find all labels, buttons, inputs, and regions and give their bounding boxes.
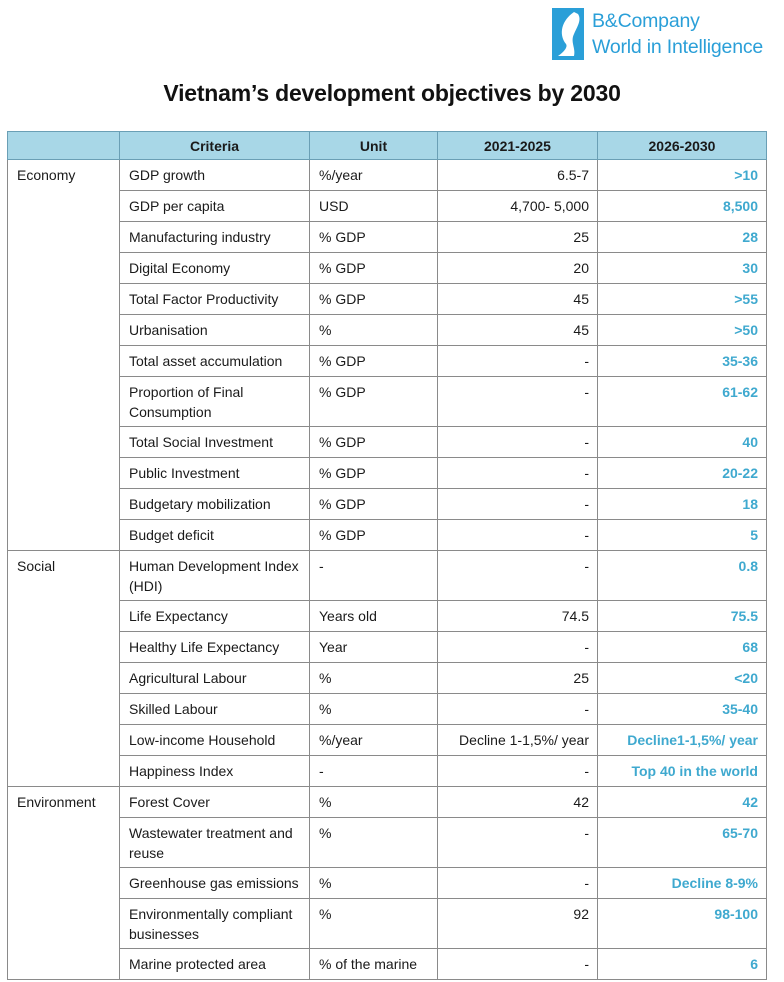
group-label: Environment: [8, 787, 120, 980]
target-2026-2030-cell: <20: [598, 663, 767, 694]
target-2026-2030-cell: Decline 8-9%: [598, 868, 767, 899]
criteria-cell: Agricultural Labour: [120, 663, 310, 694]
table-row: [8, 601, 767, 632]
unit-cell: USD: [310, 191, 438, 222]
criteria-cell: Healthy Life Expectancy: [120, 632, 310, 663]
group-label: Economy: [8, 160, 120, 551]
value-2021-2025-cell: 4,700- 5,000: [438, 191, 598, 222]
table-row: [8, 427, 767, 458]
unit-cell: -: [310, 756, 438, 787]
table-row: [8, 868, 767, 899]
target-2026-2030-cell: 75.5: [598, 601, 767, 632]
target-2026-2030-cell: 5: [598, 520, 767, 551]
value-2021-2025-cell: 20: [438, 253, 598, 284]
criteria-cell: Wastewater treatment and reuse: [120, 818, 310, 868]
table-row: [8, 551, 767, 601]
criteria-cell: Greenhouse gas emissions: [120, 868, 310, 899]
table-row: [8, 520, 767, 551]
criteria-cell: Budget deficit: [120, 520, 310, 551]
unit-cell: Years old: [310, 601, 438, 632]
target-2026-2030-cell: 30: [598, 253, 767, 284]
table-row: [8, 377, 767, 427]
logo-line-1: B&Company: [592, 10, 700, 32]
target-2026-2030-cell: >55: [598, 284, 767, 315]
value-2021-2025-cell: -: [438, 694, 598, 725]
value-2021-2025-cell: -: [438, 818, 598, 868]
value-2021-2025-cell: 6.5-7: [438, 160, 598, 191]
value-2021-2025-cell: 42: [438, 787, 598, 818]
logo-line-2: World in Intelligence: [592, 36, 764, 58]
target-2026-2030-cell: 35-36: [598, 346, 767, 377]
target-2026-2030-cell: 98-100: [598, 899, 767, 949]
table-row: [8, 694, 767, 725]
unit-cell: %: [310, 899, 438, 949]
criteria-cell: Human Development Index (HDI): [120, 551, 310, 601]
criteria-cell: Total Factor Productivity: [120, 284, 310, 315]
value-2021-2025-cell: -: [438, 377, 598, 427]
criteria-cell: Manufacturing industry: [120, 222, 310, 253]
unit-cell: % GDP: [310, 222, 438, 253]
value-2021-2025-cell: -: [438, 632, 598, 663]
criteria-cell: Life Expectancy: [120, 601, 310, 632]
unit-cell: %: [310, 315, 438, 346]
criteria-cell: Environmentally compliant businesses: [120, 899, 310, 949]
criteria-cell: Skilled Labour: [120, 694, 310, 725]
unit-cell: %: [310, 663, 438, 694]
value-2021-2025-cell: 92: [438, 899, 598, 949]
unit-cell: -: [310, 551, 438, 601]
criteria-cell: Proportion of Final Consumption: [120, 377, 310, 427]
bcompany-logo-mark-icon: [552, 8, 584, 60]
table-row: [8, 489, 767, 520]
value-2021-2025-cell: -: [438, 346, 598, 377]
table-row: [8, 949, 767, 980]
criteria-cell: Total asset accumulation: [120, 346, 310, 377]
value-2021-2025-cell: 25: [438, 663, 598, 694]
target-2026-2030-cell: 6: [598, 949, 767, 980]
criteria-cell: Public Investment: [120, 458, 310, 489]
target-2026-2030-cell: >10: [598, 160, 767, 191]
table-row: [8, 284, 767, 315]
target-2026-2030-cell: >50: [598, 315, 767, 346]
value-2021-2025-cell: -: [438, 551, 598, 601]
target-2026-2030-cell: 68: [598, 632, 767, 663]
value-2021-2025-cell: 45: [438, 284, 598, 315]
unit-cell: Year: [310, 632, 438, 663]
target-2026-2030-cell: 28: [598, 222, 767, 253]
target-2026-2030-cell: 20-22: [598, 458, 767, 489]
unit-cell: %/year: [310, 725, 438, 756]
target-2026-2030-cell: 8,500: [598, 191, 767, 222]
table-row: [8, 346, 767, 377]
value-2021-2025-cell: -: [438, 458, 598, 489]
header-unit: Unit: [310, 132, 438, 160]
unit-cell: % GDP: [310, 489, 438, 520]
header-2021-2025: 2021-2025: [438, 132, 598, 160]
table-row: [8, 191, 767, 222]
logo-wordmark: [592, 8, 763, 60]
unit-cell: % GDP: [310, 458, 438, 489]
unit-cell: % of the marine: [310, 949, 438, 980]
header-2026-2030: 2026-2030: [598, 132, 767, 160]
criteria-cell: Happiness Index: [120, 756, 310, 787]
group-label: Social: [8, 551, 120, 787]
value-2021-2025-cell: Decline 1-1,5%/ year: [438, 725, 598, 756]
table-header-row: [8, 132, 767, 160]
table-row: [8, 458, 767, 489]
criteria-cell: Digital Economy: [120, 253, 310, 284]
target-2026-2030-cell: 0.8: [598, 551, 767, 601]
unit-cell: % GDP: [310, 520, 438, 551]
header-group: [8, 132, 120, 160]
target-2026-2030-cell: 35-40: [598, 694, 767, 725]
table-row: [8, 899, 767, 949]
unit-cell: %: [310, 818, 438, 868]
table-row: [8, 315, 767, 346]
value-2021-2025-cell: 45: [438, 315, 598, 346]
header-criteria: Criteria: [120, 132, 310, 160]
table-row: [8, 787, 767, 818]
table-row: [8, 756, 767, 787]
unit-cell: % GDP: [310, 284, 438, 315]
unit-cell: % GDP: [310, 377, 438, 427]
unit-cell: %: [310, 868, 438, 899]
criteria-cell: Budgetary mobilization: [120, 489, 310, 520]
table-row: [8, 725, 767, 756]
target-2026-2030-cell: 42: [598, 787, 767, 818]
criteria-cell: Forest Cover: [120, 787, 310, 818]
target-2026-2030-cell: 18: [598, 489, 767, 520]
table-row: [8, 222, 767, 253]
company-logo: [552, 6, 778, 62]
table-row: [8, 253, 767, 284]
table-row: [8, 663, 767, 694]
target-2026-2030-cell: 61-62: [598, 377, 767, 427]
page-title: Vietnam’s development objectives by 2030: [163, 80, 621, 106]
value-2021-2025-cell: 25: [438, 222, 598, 253]
criteria-cell: Marine protected area: [120, 949, 310, 980]
target-2026-2030-cell: 65-70: [598, 818, 767, 868]
unit-cell: % GDP: [310, 253, 438, 284]
criteria-cell: Low-income Household: [120, 725, 310, 756]
target-2026-2030-cell: Top 40 in the world: [598, 756, 767, 787]
criteria-cell: GDP growth: [120, 160, 310, 191]
table-row: [8, 632, 767, 663]
table-row: [8, 160, 767, 191]
criteria-cell: Urbanisation: [120, 315, 310, 346]
table-body: [8, 160, 767, 980]
unit-cell: %/year: [310, 160, 438, 191]
value-2021-2025-cell: 74.5: [438, 601, 598, 632]
unit-cell: % GDP: [310, 427, 438, 458]
value-2021-2025-cell: -: [438, 489, 598, 520]
criteria-cell: GDP per capita: [120, 191, 310, 222]
target-2026-2030-cell: 40: [598, 427, 767, 458]
objectives-table: [7, 131, 767, 980]
value-2021-2025-cell: -: [438, 868, 598, 899]
unit-cell: %: [310, 787, 438, 818]
unit-cell: % GDP: [310, 346, 438, 377]
table-row: [8, 818, 767, 868]
criteria-cell: Total Social Investment: [120, 427, 310, 458]
unit-cell: %: [310, 694, 438, 725]
value-2021-2025-cell: -: [438, 756, 598, 787]
value-2021-2025-cell: -: [438, 427, 598, 458]
value-2021-2025-cell: -: [438, 949, 598, 980]
target-2026-2030-cell: Decline1-1,5%/ year: [598, 725, 767, 756]
value-2021-2025-cell: -: [438, 520, 598, 551]
